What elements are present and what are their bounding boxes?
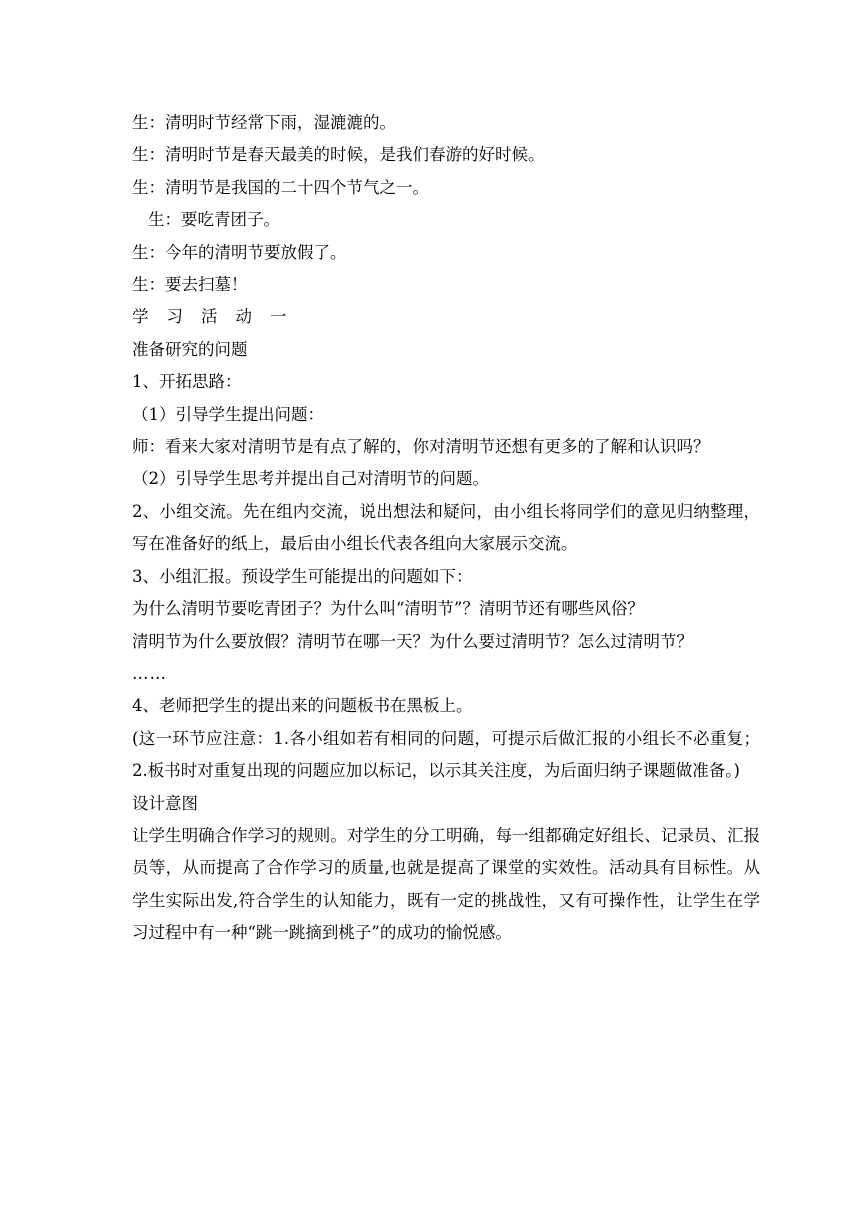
section-title: 准备研究的问题 bbox=[132, 339, 248, 359]
question-list-1: 为什么清明节要吃青团子？为什么叫“清明节”？清明节还有哪些风俗？ bbox=[132, 599, 644, 619]
step-4: 4、老师把学生的提出来的问题板书在黑板上。 bbox=[132, 696, 473, 716]
step-1-sub-2: （2）引导学生思考并提出自己对清明节的问题。 bbox=[132, 469, 489, 489]
question-list-2: 清明节为什么要放假？清明节在哪一天？为什么要过清明节？怎么过清明节？ bbox=[132, 631, 693, 651]
teacher-question: 师：看来大家对清明节是有点了解的，你对清明节还想有更多的了解和认识吗？ bbox=[132, 437, 710, 457]
student-line-4: 生：要吃青团子。 bbox=[148, 210, 280, 230]
student-line-5: 生：今年的清明节要放假了。 bbox=[132, 242, 347, 262]
step-3: 3、小组汇报。预设学生可能提出的问题如下： bbox=[132, 566, 473, 586]
note: (这一环节应注意：1.各小组如若有相同的问题，可提示后做汇报的小组长不必重复；2.板书时对重复出现的问题应加以标记，以示其关注度，为后面归纳子课题做准备。) bbox=[132, 728, 760, 781]
design-intent-heading: 设计意图 bbox=[132, 793, 198, 813]
activity-heading: 学习活动一 bbox=[132, 307, 305, 327]
student-line-3: 生：清明节是我国的二十四个节气之一。 bbox=[132, 177, 429, 197]
student-line-6: 生：要去扫墓！ bbox=[132, 275, 248, 295]
document-body bbox=[132, 107, 760, 950]
design-intent-body: 让学生明确合作学习的规则。对学生的分工明确，每一组都确定好组长、记录员、汇报员等，从而提高了合作学习的质量,也就是提高了课堂的实效性。活动具有目标性。从学生实际出发,符合学生的认知能力，既有一定的挑战性，又有可操作性，让学生在学习过程中有一种“跳一跳摘到桃子”的成功的愉悦感。 bbox=[132, 825, 760, 943]
student-line-2: 生：清明时节是春天最美的时候，是我们春游的好时候。 bbox=[132, 145, 545, 165]
student-line-1: 生：清明时节经常下雨，湿漉漉的。 bbox=[132, 113, 396, 132]
step-2: 2、小组交流。先在组内交流，说出想法和疑问，由小组长将同学们的意见归纳整理，写在准备好的纸上，最后由小组长代表各组向大家展示交流。 bbox=[132, 501, 760, 554]
ellipsis: …… bbox=[132, 663, 167, 683]
step-1-sub-1: （1）引导学生提出问题： bbox=[132, 404, 324, 424]
step-1: 1、开拓思路： bbox=[132, 372, 242, 392]
